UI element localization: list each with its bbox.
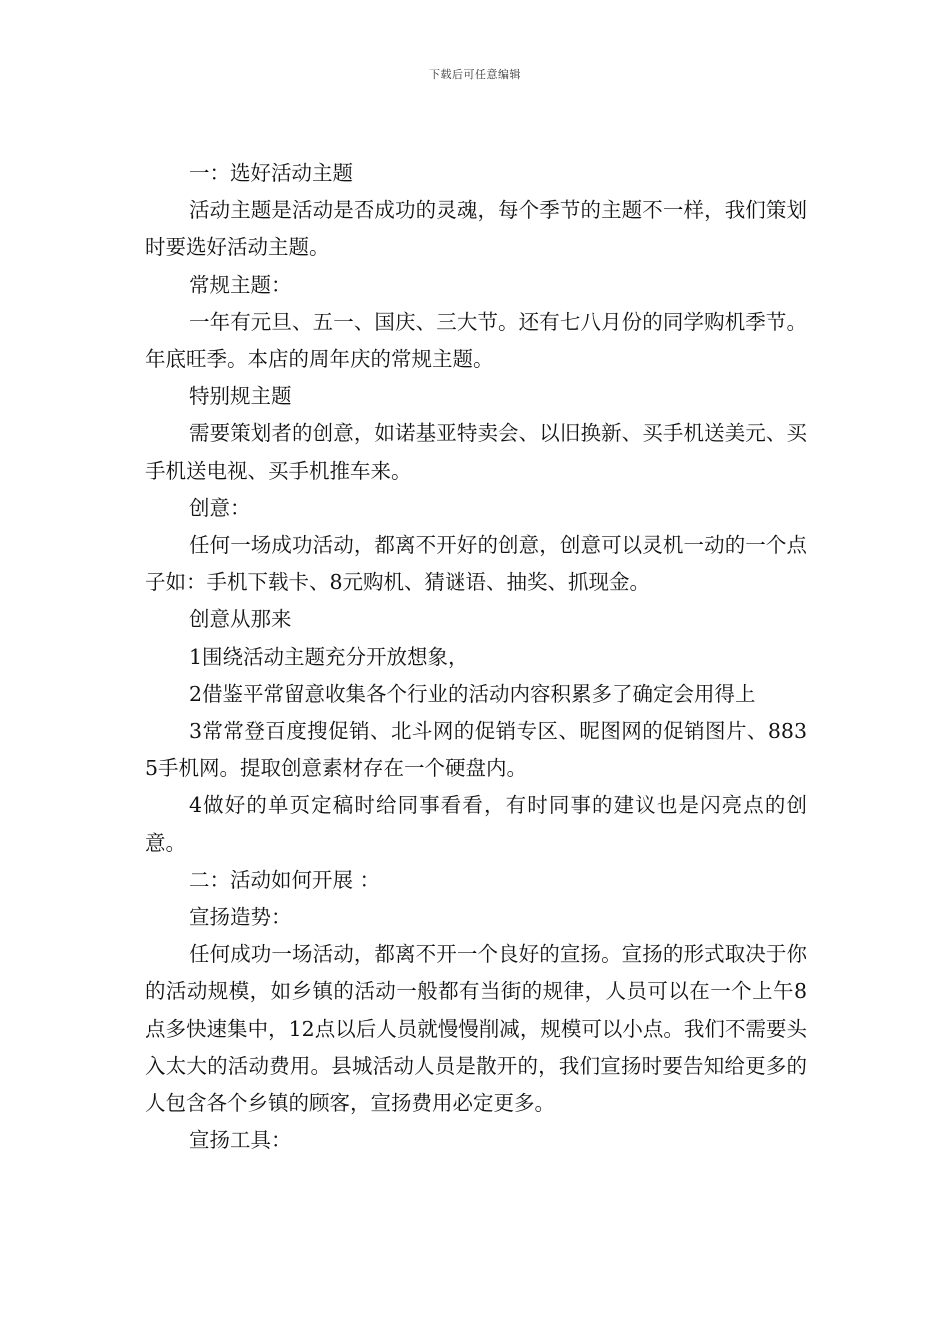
subheading-creativity-source: 创意从那来 — [189, 607, 292, 632]
list-item: 4做好的单页定稿时给同事看看，有时同事的建议也是闪亮点的创意。 — [145, 793, 807, 855]
paragraph: 任何一场成功活动，都离不开好的创意，创意可以灵机一动的一个点子如：手机下载卡、8元购机、猜谜语、抽奖、抓现金。 — [145, 533, 807, 595]
list-item: 1围绕活动主题充分开放想象， — [189, 644, 469, 669]
subheading-regular-theme: 常规主题： — [189, 272, 292, 297]
page-header: 下载后可任意编辑 — [429, 68, 521, 81]
subheading-special-theme: 特别规主题 — [189, 384, 292, 409]
subheading-promotion: 宣扬造势： — [189, 905, 292, 930]
document-body — [145, 155, 807, 1159]
section-heading-execution: 二：活动如何开展 ： — [189, 867, 381, 892]
list-item: 3常常登百度搜促销、北斗网的促销专区、昵图网的促销图片、8835手机网。提取创意素材存在一个硬盘内。 — [145, 719, 807, 781]
subheading-creativity: 创意： — [189, 495, 251, 520]
subheading-promotion-tools: 宣扬工具： — [189, 1128, 292, 1153]
list-item: 2借鉴平常留意收集各个行业的活动内容积累多了确定会用得上 — [189, 681, 756, 706]
paragraph: 任何成功一场活动，都离不开一个良好的宣扬。宣扬的形式取决于你的活动规模，如乡镇的活动一般都有当街的规律，人员可以在一个上午8点多快速集中，12点以后人员就慢慢削减，规模可以小点。我们不需要头入太大的活动费用。县城活动人员是散开的，我们宣扬时要告知给更多的人包含各个乡镇的顾客，宣扬费用必定更多。 — [145, 942, 807, 1116]
paragraph: 一年有元旦、五一、国庆、三大节。还有七八月份的同学购机季节。年底旺季。本店的周年庆的常规主题。 — [145, 309, 807, 372]
paragraph: 活动主题是活动是否成功的灵魂，每个季节的主题不一样，我们策划时要选好活动主题。 — [145, 198, 807, 260]
section-heading-theme: 一：选好活动主题 — [189, 161, 353, 185]
paragraph: 需要策划者的创意，如诺基亚特卖会、以旧换新、买手机送美元、买手机送电视、买手机推车来。 — [145, 421, 807, 483]
